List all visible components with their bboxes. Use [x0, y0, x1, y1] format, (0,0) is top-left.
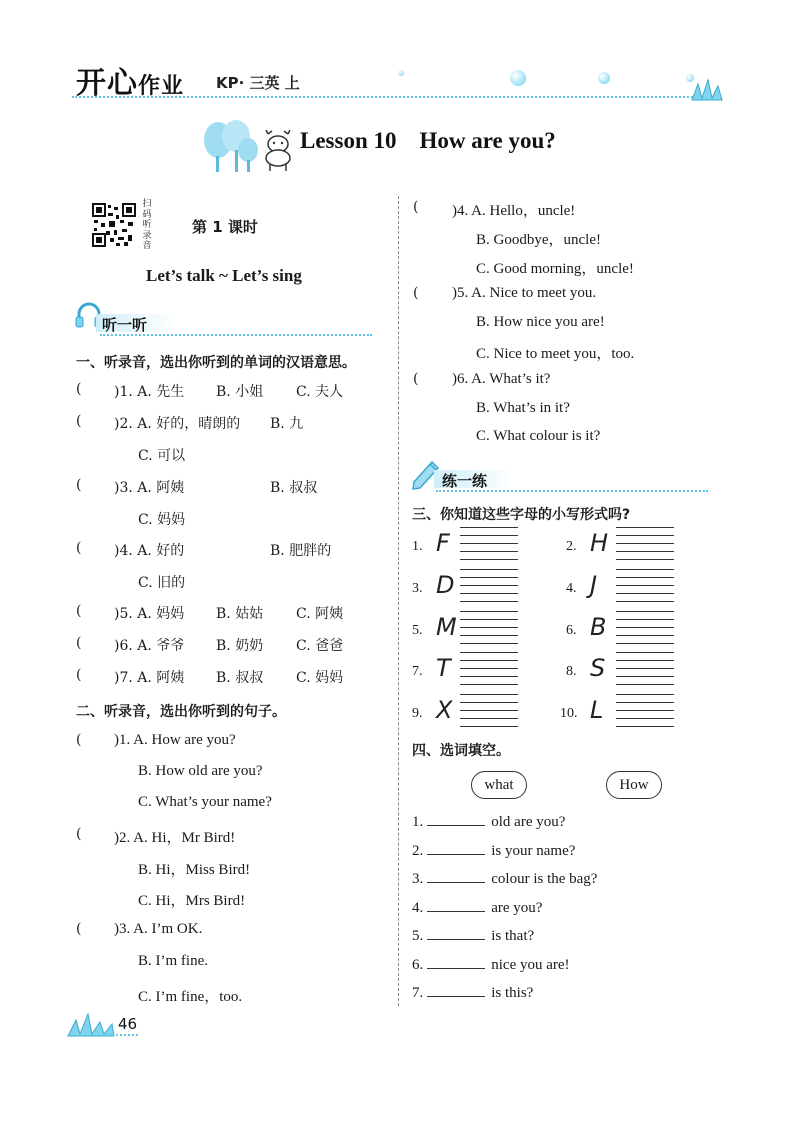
part1-option-c: C. 可以 — [138, 448, 186, 464]
bubble-decoration-icon — [510, 70, 526, 86]
part2-option-a: )1. A. How are you? — [114, 732, 236, 748]
answer-blank[interactable] — [427, 957, 485, 969]
part1-option-b: B. 叔叔 — [216, 670, 264, 686]
sentence-row — [412, 814, 565, 831]
sentence-number: 5. — [412, 928, 424, 944]
handwriting-lines[interactable] — [460, 569, 518, 601]
deer-illustration-icon — [258, 130, 298, 172]
part1-option-a: )4. A. 好的 — [114, 543, 185, 559]
answer-blank[interactable]: ( — [76, 667, 82, 683]
uppercase-letter: D — [436, 571, 455, 599]
answer-blank[interactable]: ( — [76, 826, 82, 842]
sentence-number: 1. — [412, 814, 424, 830]
answer-blank[interactable]: ( — [76, 603, 82, 619]
listen-dotted-rule — [100, 334, 372, 336]
trees-illustration-icon — [200, 118, 264, 174]
letter-number: 3. — [412, 581, 423, 596]
column-divider — [398, 196, 399, 1006]
handwriting-lines[interactable] — [460, 527, 518, 559]
letter-number: 10. — [560, 706, 578, 721]
answer-blank[interactable]: ( — [76, 921, 82, 937]
grass-decoration-icon — [690, 78, 724, 102]
part1-option-c: C. 妈妈 — [296, 670, 344, 686]
handwriting-lines[interactable] — [616, 527, 674, 559]
part1-option-b: B. 奶奶 — [216, 638, 264, 654]
part1-option-a: )3. A. 阿姨 — [114, 480, 185, 496]
part4-heading: 四、选词填空。 — [412, 743, 510, 759]
part2-option-a: )2. A. Hi，Mr Bird! — [114, 830, 236, 846]
part2-option-c: C. What colour is it? — [476, 428, 601, 444]
answer-blank[interactable]: ( — [413, 199, 419, 215]
sentence-row — [412, 900, 542, 917]
practice-section-label: 练一练 — [442, 472, 488, 490]
uppercase-letter: M — [436, 613, 457, 641]
page-number: 46 — [118, 1015, 138, 1033]
answer-blank[interactable]: ( — [76, 413, 82, 429]
part1-option-c: C. 夫人 — [296, 384, 344, 400]
book-title-main: 开心 — [76, 66, 138, 101]
page-number-dots — [104, 1034, 138, 1036]
part2-option-c: C. What’s your name? — [138, 794, 272, 810]
part2-option-b: B. How nice you are! — [476, 314, 605, 330]
part2-option-c: C. Nice to meet you，too. — [476, 346, 635, 362]
sentence-number: 7. — [412, 985, 424, 1001]
uppercase-letter: L — [590, 696, 604, 724]
part1-option-b: B. 叔叔 — [270, 480, 318, 496]
part3-heading: 三、你知道这些字母的小写形式吗? — [412, 507, 631, 523]
part2-option-b: B. I’m fine. — [138, 953, 208, 969]
uppercase-letter: F — [436, 529, 450, 557]
sentence-text: colour is the bag? — [491, 871, 598, 887]
handwriting-lines[interactable] — [616, 652, 674, 684]
book-title-small: 作业 — [138, 74, 185, 99]
part1-heading: 一、听录音，选出你听到的单词的汉语意思。 — [76, 355, 356, 371]
part1-option-b: B. 小姐 — [216, 384, 264, 400]
answer-blank[interactable] — [427, 985, 485, 997]
part2-option-a: )3. A. I’m OK. — [114, 921, 203, 937]
listen-section-label: 听一听 — [102, 316, 148, 334]
part2-option-a: )6. A. What’s it? — [452, 371, 551, 387]
qr-caption: 扫 码 听 录 音 — [142, 199, 152, 251]
letter-number: 7. — [412, 664, 423, 679]
part2-heading: 二、听录音，选出你听到的句子。 — [76, 704, 286, 720]
answer-blank[interactable]: ( — [76, 381, 82, 397]
part1-option-c: C. 阿姨 — [296, 606, 344, 622]
period-label: 第 1 课时 — [192, 218, 258, 236]
answer-blank[interactable] — [427, 900, 485, 912]
sentence-text: nice you are! — [491, 956, 570, 973]
part1-option-b: B. 肥胖的 — [270, 543, 332, 559]
letter-number: 5. — [412, 623, 423, 638]
letter-number: 4. — [566, 581, 577, 596]
letter-number: 8. — [566, 664, 577, 679]
part2-option-a: )5. A. Nice to meet you. — [452, 285, 597, 301]
part2-option-b: B. Goodbye，uncle! — [476, 232, 601, 248]
handwriting-lines[interactable] — [460, 611, 518, 643]
sentence-text: old are you? — [491, 814, 566, 830]
uppercase-letter: B — [590, 613, 607, 641]
book-subtitle: KP· 三英 上 — [216, 74, 300, 92]
word-box-how: How — [606, 771, 662, 799]
letter-number: 9. — [412, 706, 423, 721]
part2-option-a: )4. A. Hello，uncle! — [452, 203, 576, 219]
lesson-title: Lesson 10 How are you? — [300, 128, 556, 153]
uppercase-letter: X — [436, 696, 453, 724]
uppercase-letter: J — [590, 571, 598, 599]
handwriting-lines[interactable] — [616, 569, 674, 601]
handwriting-lines[interactable] — [460, 694, 518, 726]
sentence-text: is this? — [491, 985, 534, 1001]
part1-option-c: C. 妈妈 — [138, 512, 186, 528]
answer-blank[interactable]: ( — [76, 540, 82, 556]
part1-option-a: )1. A. 先生 — [114, 384, 185, 400]
part2-option-c: C. I’m fine，too. — [138, 989, 243, 1005]
bubble-decoration-icon — [398, 70, 404, 76]
part1-option-a: )7. A. 阿姨 — [114, 670, 185, 686]
letter-number: 1. — [412, 539, 423, 554]
part2-option-c: C. Hi，Mrs Bird! — [138, 893, 246, 909]
practice-dotted-rule — [436, 490, 708, 492]
part2-option-c: C. Good morning，uncle! — [476, 261, 634, 277]
sentence-text: is your name? — [491, 842, 576, 859]
sentence-row — [412, 957, 570, 974]
sentence-row — [412, 843, 575, 860]
sentence-row — [412, 928, 534, 945]
part1-option-c: C. 爸爸 — [296, 638, 344, 654]
answer-blank[interactable] — [427, 928, 485, 940]
sentence-number: 3. — [412, 871, 424, 887]
handwriting-lines[interactable] — [616, 611, 674, 643]
answer-blank[interactable] — [427, 871, 485, 883]
answer-blank[interactable] — [427, 843, 485, 855]
handwriting-lines[interactable] — [460, 652, 518, 684]
answer-blank[interactable]: ( — [413, 371, 419, 387]
part2-option-b: B. Hi，Miss Bird! — [138, 862, 251, 878]
part1-option-a: )5. A. 妈妈 — [114, 606, 185, 622]
part1-option-a: )6. A. 爷爷 — [114, 638, 185, 654]
uppercase-letter: T — [436, 654, 451, 682]
word-box-what: what — [471, 771, 527, 799]
uppercase-letter: S — [590, 654, 606, 682]
sentence-number: 4. — [412, 899, 424, 916]
sentence-text: is that? — [491, 928, 535, 944]
part1-option-b: B. 姑姑 — [216, 606, 264, 622]
answer-blank[interactable]: ( — [76, 635, 82, 651]
part2-option-b: B. What’s in it? — [476, 400, 570, 416]
uppercase-letter: H — [590, 529, 609, 557]
answer-blank[interactable] — [427, 814, 485, 826]
qr-code-icon — [92, 203, 136, 247]
sentence-number: 6. — [412, 956, 424, 973]
sentence-number: 2. — [412, 842, 424, 859]
section-subtitle: Let’s talk ~ Let’s sing — [146, 266, 302, 285]
part2-option-b: B. How old are you? — [138, 763, 263, 779]
letter-number: 2. — [566, 539, 577, 554]
header-dotted-rule — [72, 96, 704, 98]
answer-blank[interactable]: ( — [413, 285, 419, 301]
sentence-text: are you? — [491, 899, 543, 916]
answer-blank[interactable]: ( — [76, 732, 82, 748]
part1-option-b: B. 九 — [270, 416, 304, 432]
letter-number: 6. — [566, 623, 577, 638]
answer-blank[interactable]: ( — [76, 477, 82, 493]
part1-option-c: C. 旧的 — [138, 575, 186, 591]
bubble-decoration-icon — [598, 72, 610, 84]
sentence-row — [412, 871, 597, 888]
part1-option-a: )2. A. 好的，晴朗的 — [114, 416, 241, 432]
sentence-row — [412, 985, 533, 1002]
handwriting-lines[interactable] — [616, 694, 674, 726]
